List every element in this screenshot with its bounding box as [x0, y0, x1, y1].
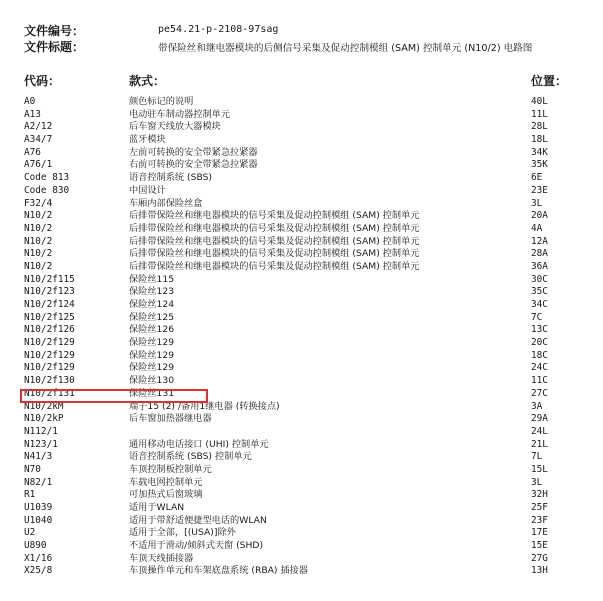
doc-number-value: pe54.21-p-2108-97sag [158, 24, 279, 35]
row-position: 36A [531, 260, 548, 272]
table-row [0, 553, 603, 566]
row-description: 保险丝125 [129, 311, 175, 323]
table-row [0, 109, 603, 122]
table-row [0, 248, 603, 261]
row-description: 适用于WLAN [129, 502, 185, 513]
row-code: U890 [24, 540, 47, 552]
row-code: N10/2 [24, 235, 53, 247]
row-position: 28A [531, 248, 548, 260]
table-row [0, 477, 603, 490]
row-position: 18L [531, 134, 548, 146]
row-description: 适用于全部，[(USA)]除外 [129, 527, 236, 539]
table-row [0, 121, 603, 134]
table-row [0, 159, 603, 172]
row-position: 4A [531, 222, 543, 234]
row-position: 24L [531, 425, 548, 437]
row-position: 34K [531, 146, 548, 158]
row-description: 颜色标记的说明 [129, 96, 194, 107]
row-description: 电动驻车制动器控制单元 [129, 108, 231, 120]
row-position: 6E [531, 172, 543, 184]
row-position: 7C [531, 311, 543, 323]
row-description: 保险丝129 [129, 337, 175, 349]
table-row [0, 489, 603, 502]
row-description: 后排带保险丝和继电器模块的信号采集及促动控制模组 (SAM) 控制单元 [129, 235, 420, 247]
row-position: 24C [531, 362, 548, 374]
row-description: 左前可转换的安全带紧急拉紧器 [129, 146, 258, 158]
row-position: 27G [531, 552, 548, 564]
row-description: 保险丝130 [129, 375, 175, 387]
row-code: N10/2f125 [24, 311, 75, 323]
table-row [0, 565, 603, 578]
table-row [0, 426, 603, 439]
row-description: 蓝牙模块 [129, 134, 166, 146]
table-row [0, 134, 603, 147]
doc-number-label: 文件编号： [24, 24, 85, 38]
row-code: N112/1 [24, 425, 58, 437]
row-description: 保险丝123 [129, 286, 175, 298]
table-row [0, 375, 603, 388]
table-row [0, 515, 603, 528]
row-position: 17E [531, 527, 548, 539]
row-description: 保险丝129 [129, 349, 175, 361]
table-row [0, 540, 603, 553]
row-description: 适用于带舒适便捷型电话的WLAN [129, 514, 267, 526]
table-row [0, 312, 603, 325]
table-row [0, 274, 603, 287]
row-code: F32/4 [24, 197, 53, 209]
row-code: A2/12 [24, 121, 53, 133]
table-row [0, 502, 603, 515]
highlight-box [20, 389, 208, 403]
row-description: 后排带保险丝和继电器模块的信号采集及促动控制模组 (SAM) 控制单元 [129, 260, 420, 272]
row-description: 后排带保险丝和继电器模块的信号采集及促动控制模组 (SAM) 控制单元 [129, 222, 420, 234]
row-position: 20A [531, 210, 548, 222]
row-description: 中国设计 [129, 184, 166, 196]
row-position: 23F [531, 514, 548, 526]
row-code: N10/2f123 [24, 286, 75, 298]
row-description: 车顶控制板控制单元 [129, 463, 212, 475]
row-code: N10/2f124 [24, 299, 75, 310]
table-row [0, 96, 603, 109]
row-code: R1 [24, 489, 36, 501]
row-description: 车顶操作单元和车架底盘系统 (RBA) 插接器 [129, 565, 308, 577]
row-code: U1040 [24, 514, 53, 526]
row-code: N10/2f129 [24, 337, 75, 349]
column-header-code: 代码： [24, 74, 61, 88]
table-row [0, 464, 603, 477]
table-row [0, 337, 603, 350]
row-code: N10/2f115 [24, 273, 75, 285]
row-description: 保险丝129 [129, 362, 175, 374]
row-description: 不适用于滑动/倾斜式天窗 (SHD) [129, 540, 264, 552]
row-description: 保险丝131 [129, 387, 175, 399]
row-position: 3L [531, 476, 543, 488]
row-code: A13 [24, 108, 41, 120]
row-description: 后车窗加热器继电器 [129, 413, 212, 425]
row-position: 11C [531, 375, 548, 387]
row-position: 28L [531, 121, 548, 133]
row-code: N10/2 [24, 210, 53, 222]
row-description: 右前可转换的安全带紧急拉紧器 [129, 159, 258, 171]
row-code: N10/2f129 [24, 362, 75, 374]
row-code: N10/2kP [24, 413, 64, 425]
table-row [0, 210, 603, 223]
row-code: A34/7 [24, 134, 53, 146]
row-description: 端子15 (2) /备用1继电器 (转换接点) [129, 400, 280, 412]
table-row [0, 439, 603, 452]
table-row [0, 223, 603, 236]
row-position: 23E [531, 184, 548, 196]
row-position: 15L [531, 463, 548, 475]
row-code: A76 [24, 146, 41, 158]
table-row [0, 185, 603, 198]
row-code: N10/2f130 [24, 375, 75, 387]
table-row [0, 286, 603, 299]
row-position: 34C [531, 299, 548, 310]
row-description: 保险丝126 [129, 324, 175, 336]
row-description: 可加热式后窗玻璃 [129, 489, 203, 501]
row-position: 29A [531, 413, 548, 425]
row-position: 3A [531, 400, 543, 412]
row-position: 30C [531, 273, 548, 285]
row-position: 35K [531, 159, 548, 171]
row-code: N10/2f126 [24, 324, 75, 336]
table-row [0, 324, 603, 337]
row-code: A76/1 [24, 159, 53, 171]
row-code: N10/2 [24, 260, 53, 272]
row-position: 18C [531, 349, 548, 361]
row-code: N10/2kM [24, 400, 64, 412]
row-position: 3L [531, 197, 543, 209]
row-description: 车载电网控制单元 [129, 476, 203, 488]
row-code: N10/2 [24, 248, 53, 260]
table-row [0, 198, 603, 211]
row-code: A0 [24, 96, 36, 107]
row-code: Code 830 [24, 184, 70, 196]
table-row [0, 413, 603, 426]
row-position: 27C [531, 387, 548, 399]
table-row [0, 261, 603, 274]
row-code: N82/1 [24, 476, 53, 488]
row-code: Code 813 [24, 172, 70, 184]
row-description: 保险丝115 [129, 273, 175, 285]
row-description: 车厢内部保险丝盒 [129, 197, 203, 209]
doc-title-value: 带保险丝和继电器模块的后侧信号采集及促动控制模组 (SAM) 控制单元 (N10/2) 电路图 [158, 43, 533, 54]
row-code: N41/3 [24, 451, 53, 463]
row-position: 32H [531, 489, 548, 501]
table-row [0, 362, 603, 375]
row-description: 语音控制系统 (SBS) [129, 172, 213, 184]
row-position: 20C [531, 337, 548, 349]
table-row [0, 236, 603, 249]
row-code: X25/8 [24, 565, 53, 577]
row-description: 通用移动电话接口 (UHI) 控制单元 [129, 438, 269, 450]
row-code: N123/1 [24, 438, 58, 450]
row-code: N70 [24, 463, 41, 475]
row-description: 车顶天线插接器 [129, 552, 194, 564]
row-code: N10/2f131 [24, 387, 75, 399]
row-position: 35C [531, 286, 548, 298]
row-code: U2 [24, 527, 36, 539]
row-description: 语音控制系统 (SBS) 控制单元 [129, 451, 252, 463]
row-position: 25F [531, 502, 548, 513]
legend-table [0, 96, 603, 578]
table-row [0, 172, 603, 185]
row-description: 后排带保险丝和继电器模块的信号采集及促动控制模组 (SAM) 控制单元 [129, 248, 420, 260]
row-description: 保险丝124 [129, 299, 175, 310]
table-row [0, 451, 603, 464]
table-row [0, 527, 603, 540]
column-header-position: 位置： [531, 74, 568, 88]
row-position: 13C [531, 324, 548, 336]
table-row [0, 299, 603, 312]
row-position: 12A [531, 235, 548, 247]
row-position: 11L [531, 108, 548, 120]
table-row [0, 147, 603, 160]
table-row [0, 350, 603, 363]
row-code: U1039 [24, 502, 53, 513]
row-position: 21L [531, 438, 548, 450]
row-position: 7L [531, 451, 543, 463]
doc-title-label: 文件标题： [24, 40, 85, 54]
row-position: 13H [531, 565, 548, 577]
row-description: 后排带保险丝和继电器模块的信号采集及促动控制模组 (SAM) 控制单元 [129, 210, 420, 222]
row-code: N10/2f129 [24, 349, 75, 361]
row-description: 后车窗天线放大器模块 [129, 121, 221, 133]
row-code: X1/16 [24, 552, 53, 564]
column-header-description: 款式： [129, 74, 166, 88]
row-position: 15E [531, 540, 548, 552]
row-position: 40L [531, 96, 548, 107]
row-code: N10/2 [24, 222, 53, 234]
